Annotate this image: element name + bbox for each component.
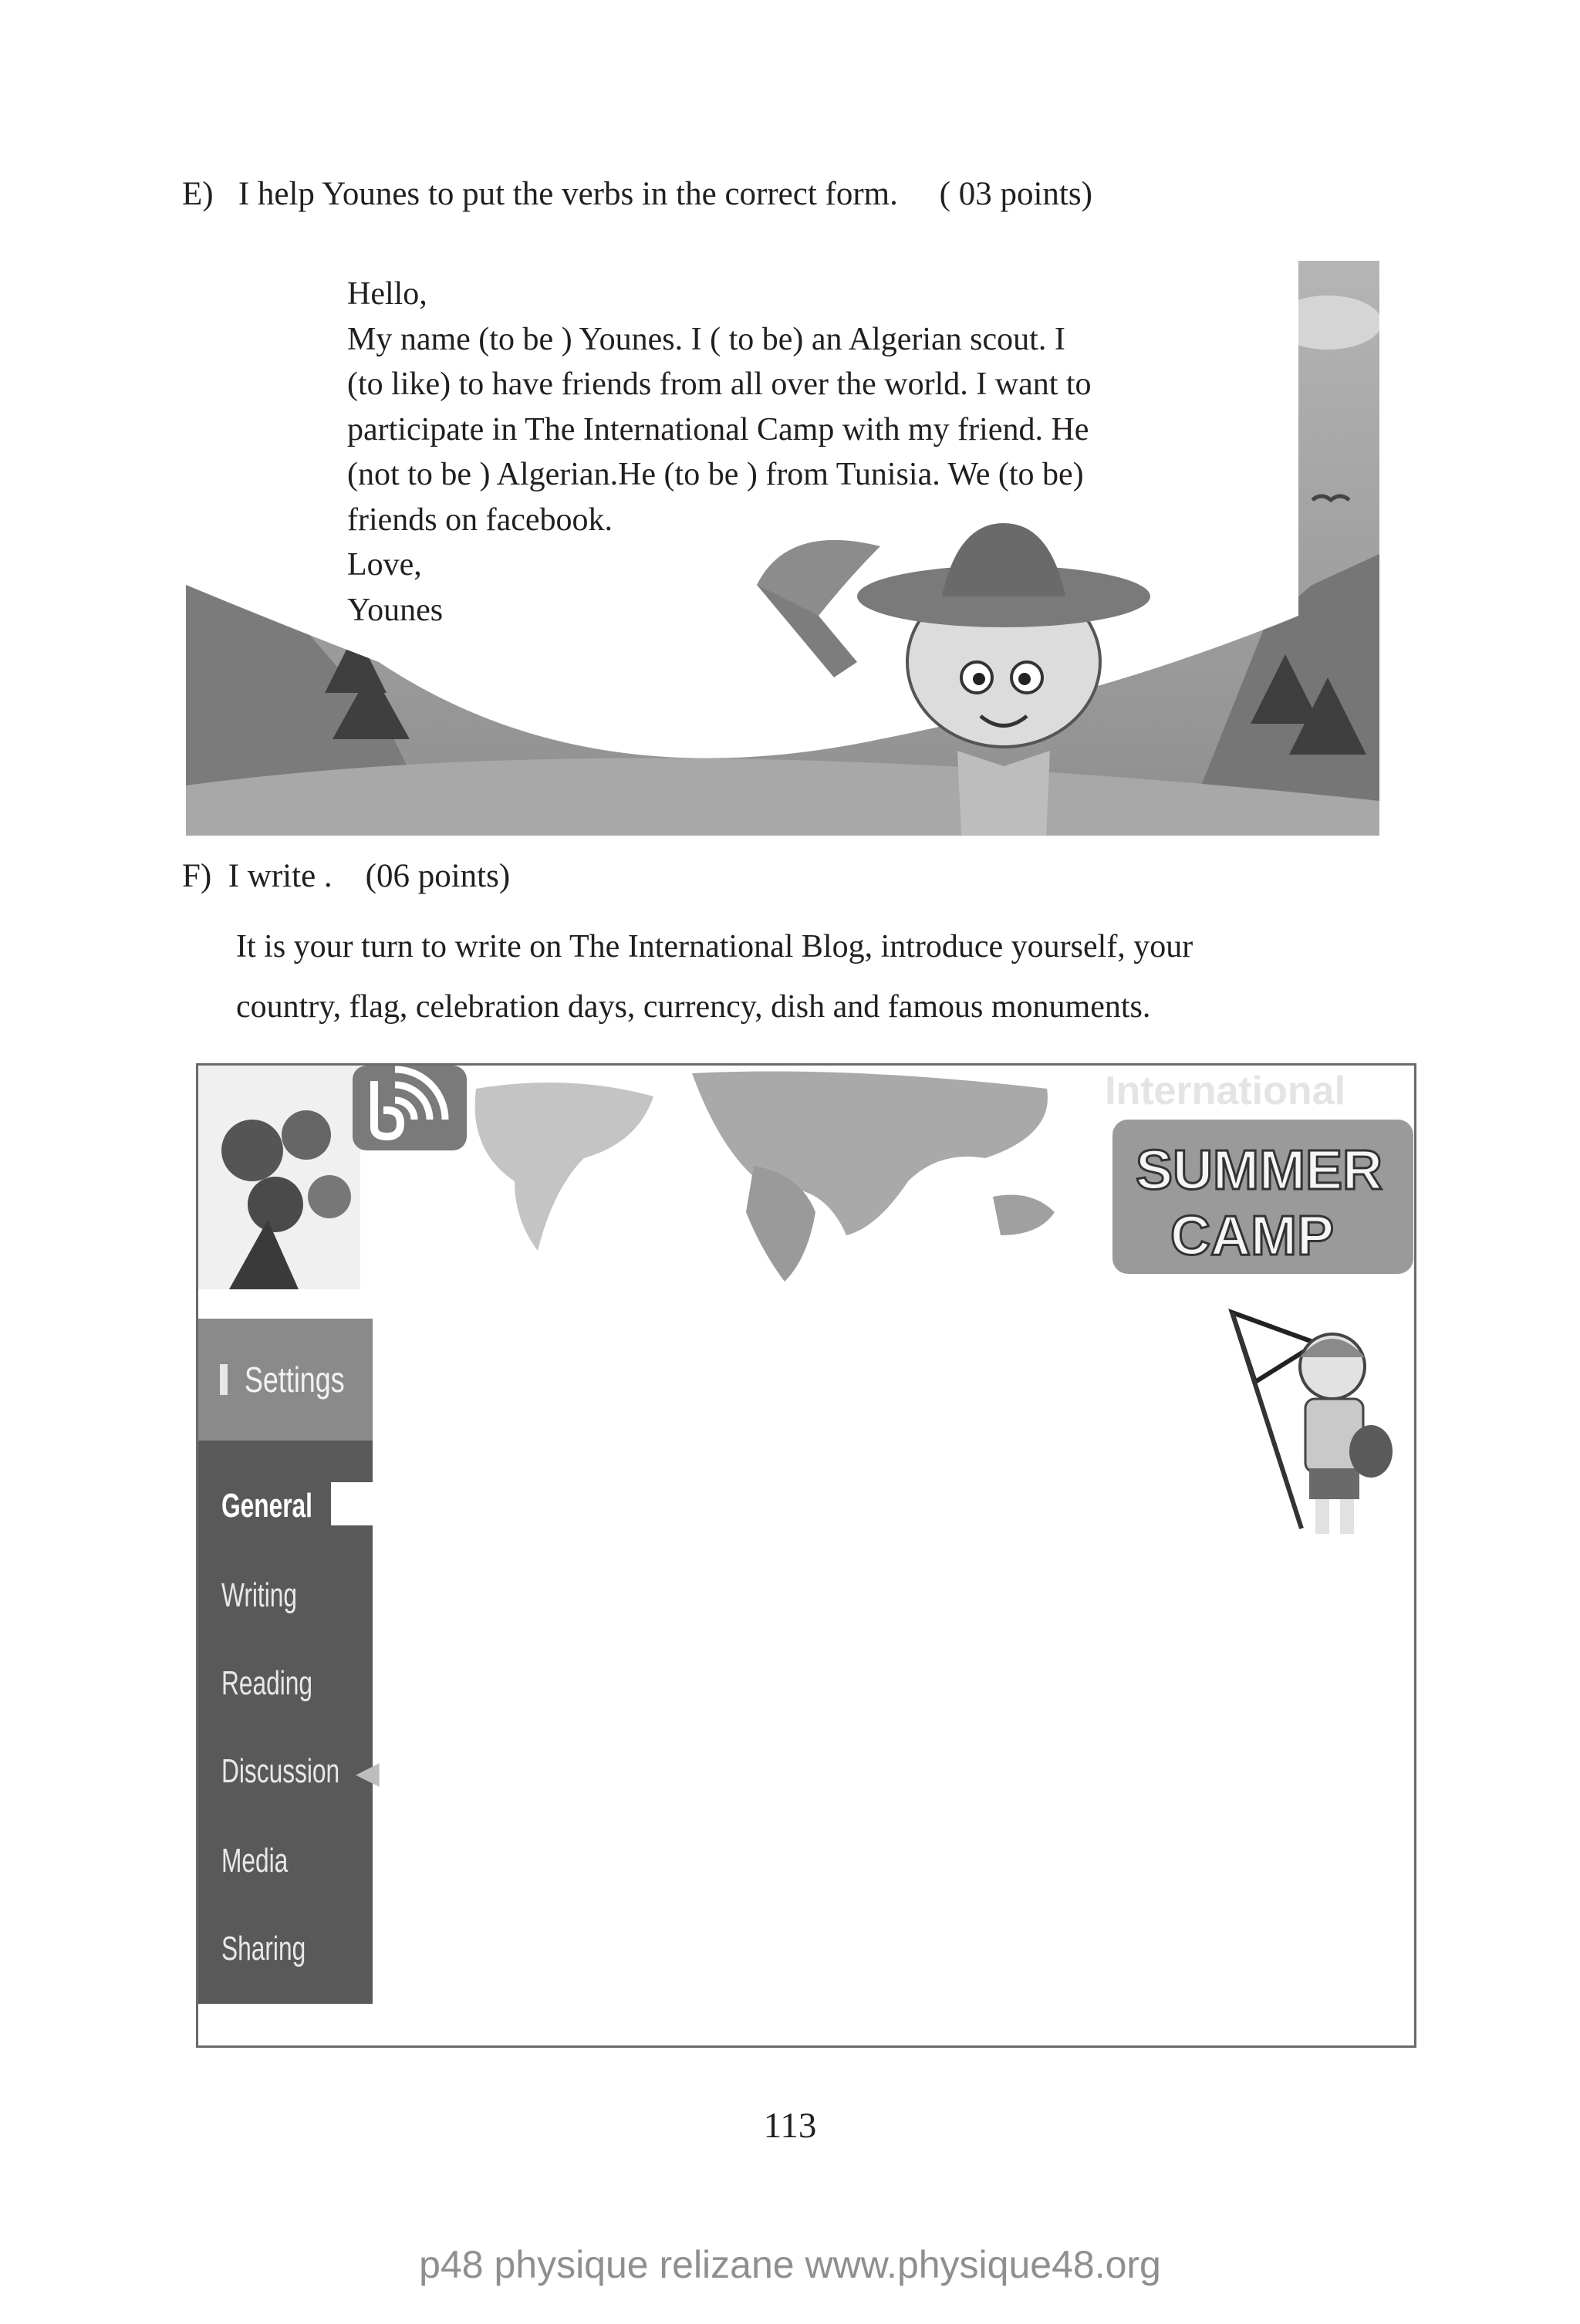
letter-line: Hello, [347, 276, 427, 312]
settings-sidebar [198, 1319, 380, 2004]
section-e-heading: E) I help Younes to put the verbs in the correct form. ( 03 points) [182, 176, 1092, 212]
task-line: country, flag, celebration days, currency, dish and famous monuments. [236, 989, 1151, 1025]
banner-international-text: International [1105, 1069, 1346, 1113]
summer-camp-logo-line2: CAMP [1170, 1205, 1334, 1267]
letter-illustration [186, 261, 1379, 836]
page-number: 113 [763, 2106, 817, 2146]
letter-text [347, 272, 1219, 633]
letter-line: participate in The International Camp with my friend. He [347, 411, 1089, 448]
settings-label: Settings [244, 1360, 345, 1400]
letter-line: (not to be ) Algerian.He (to be ) from Tunisia. We (to be) [347, 457, 1084, 492]
active-item-marker [331, 1482, 373, 1525]
summer-camp-logo-line1: SUMMER [1136, 1140, 1382, 1201]
letter-line: friends on facebook. [347, 502, 613, 538]
arrow-left-icon: ◀ [356, 1755, 380, 1791]
blog-feed-icon[interactable] [353, 1066, 467, 1150]
task-line: It is your turn to write on The International Blog, introduce yourself, your [236, 929, 1193, 964]
menu-item-general[interactable]: General [221, 1487, 312, 1525]
letter-line: My name (to be ) Younes. I ( to be) an Algerian scout. I [347, 321, 1065, 357]
letter-line: Love, [347, 547, 422, 583]
menu-item-media[interactable]: Media [221, 1842, 289, 1880]
menu-item-writing[interactable]: Writing [221, 1576, 297, 1614]
watermark: p48 physique relizane www.physique48.org [419, 2243, 1161, 2286]
letter-line: (to like) to have friends from all over the world. I want to [347, 367, 1092, 402]
menu-item-sharing[interactable]: Sharing [221, 1930, 306, 1968]
settings-icon [220, 1364, 228, 1395]
menu-item-discussion[interactable]: Discussion [221, 1752, 340, 1790]
letter-line: Younes [347, 592, 444, 628]
task-instructions [236, 917, 1440, 1037]
settings-header[interactable] [198, 1319, 373, 1441]
blog-writing-frame[interactable] [196, 1063, 1416, 2048]
scout-boy-illustration [1201, 1297, 1402, 1544]
menu-item-reading[interactable]: Reading [221, 1664, 313, 1702]
section-f-heading: F) I write . (06 points) [182, 858, 511, 894]
